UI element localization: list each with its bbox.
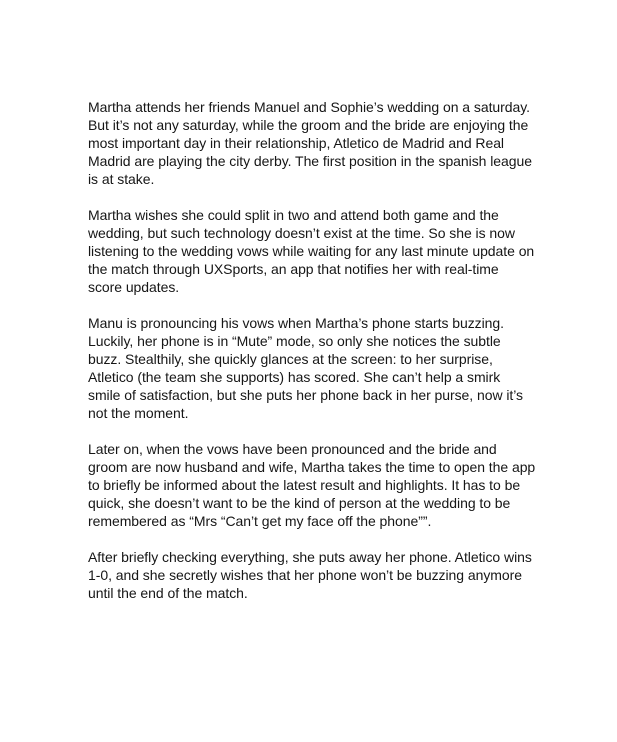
- story-paragraph-1: Martha attends her friends Manuel and Sophie’s wedding on a saturday. But it’s not any saturday, while the groom and the bride are enjoying the most important day in their relationship, Atletico de Madrid and Real Madrid are playing the city derby. The first position in the spanish league is at stake.: [88, 99, 532, 187]
- story-paragraph-4: Later on, when the vows have been pronounced and the bride and groom are now husband and wife, Martha takes the time to open the app to briefly be informed about the latest result and highlights. It has to be quick, she doesn’t want to be the kind of person at the wedding to be remembered as “Mrs “Can’t get my face off the phone””.: [88, 441, 536, 529]
- story-paragraph-5: After briefly checking everything, she puts away her phone. Atletico wins 1-0, and she secretly wishes that her phone won’t be buzzing anymore until the end of the match.: [88, 549, 532, 601]
- story-paragraph-3: Manu is pronouncing his vows when Martha’s phone starts buzzing. Luckily, her phone is in “Mute” mode, so only she notices the subtle buzz. Stealthily, she quickly glances at the screen: to her surprise, Atletico (the team she supports) has scored. She can’t help a smirk smile of satisfaction, but she puts her phone back in her purse, now it’s not the moment.: [88, 315, 523, 421]
- story-text-block: [88, 98, 536, 602]
- story-paragraph-2: Martha wishes she could split in two and attend both game and the wedding, but such technology doesn’t exist at the time. So she is now listening to the wedding vows while waiting for any last minute update on the match through UXSports, an app that notifies her with real-time score updates.: [88, 207, 535, 295]
